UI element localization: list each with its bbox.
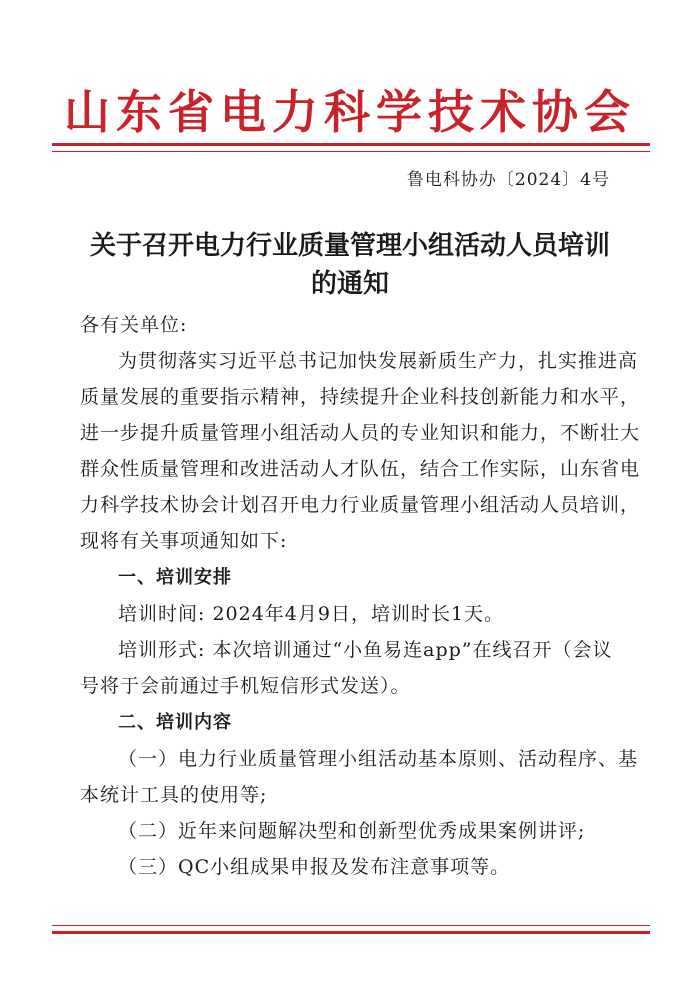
header-rule-thin <box>52 151 650 152</box>
content-item3: （三）QC小组成果申报及发布注意事项等。 <box>118 856 511 878</box>
content-item2: （二）近年来问题解决型和创新型优秀成果案例讲评; <box>118 820 586 842</box>
organization-header: 山东省电力科学技术协会 <box>64 85 636 139</box>
section2-heading: 二、培训内容 <box>118 712 232 733</box>
content-item1-line2: 本统计工具的使用等; <box>80 784 268 806</box>
section1-heading: 一、培训安排 <box>118 567 232 588</box>
intro-line-4: 群众性质量管理和改进活动人才队伍，结合工作实际，山东省电 <box>80 458 641 480</box>
footer-rule-thin <box>52 925 650 926</box>
intro-line-1: 为贯彻落实习近平总书记加快发展新质生产力，扎实推进高 <box>118 350 639 372</box>
document-number: 鲁电科协办〔2024〕4号 <box>406 170 610 190</box>
intro-line-5: 力科学技术协会计划召开电力行业质量管理小组活动人员培训， <box>80 494 641 516</box>
document-title-line2: 的通知 <box>310 269 389 299</box>
intro-line-3: 进一步提升质量管理小组活动人员的专业知识和能力，不断壮大 <box>80 422 641 444</box>
document-title-line1: 关于召开电力行业质量管理小组活动人员培训 <box>89 231 610 261</box>
training-time: 培训时间: 2024年4月9日，培训时长1天。 <box>118 603 505 625</box>
footer-rule-thick <box>52 931 650 934</box>
content-item1-line1: （一）电力行业质量管理小组活动基本原则、活动程序、基 <box>118 748 639 770</box>
intro-line-2: 质量发展的重要指示精神，持续提升企业科技创新能力和水平， <box>80 386 641 408</box>
intro-line-6: 现将有关事项通知如下: <box>80 530 288 552</box>
training-format-line1: 培训形式: 本次培训通过“小鱼易连app”在线召开（会议 <box>118 639 613 661</box>
header-rule-thick <box>52 143 650 146</box>
training-format-line2: 号将于会前通过手机短信形式发送）。 <box>80 675 411 697</box>
salutation: 各有关单位: <box>80 314 188 336</box>
